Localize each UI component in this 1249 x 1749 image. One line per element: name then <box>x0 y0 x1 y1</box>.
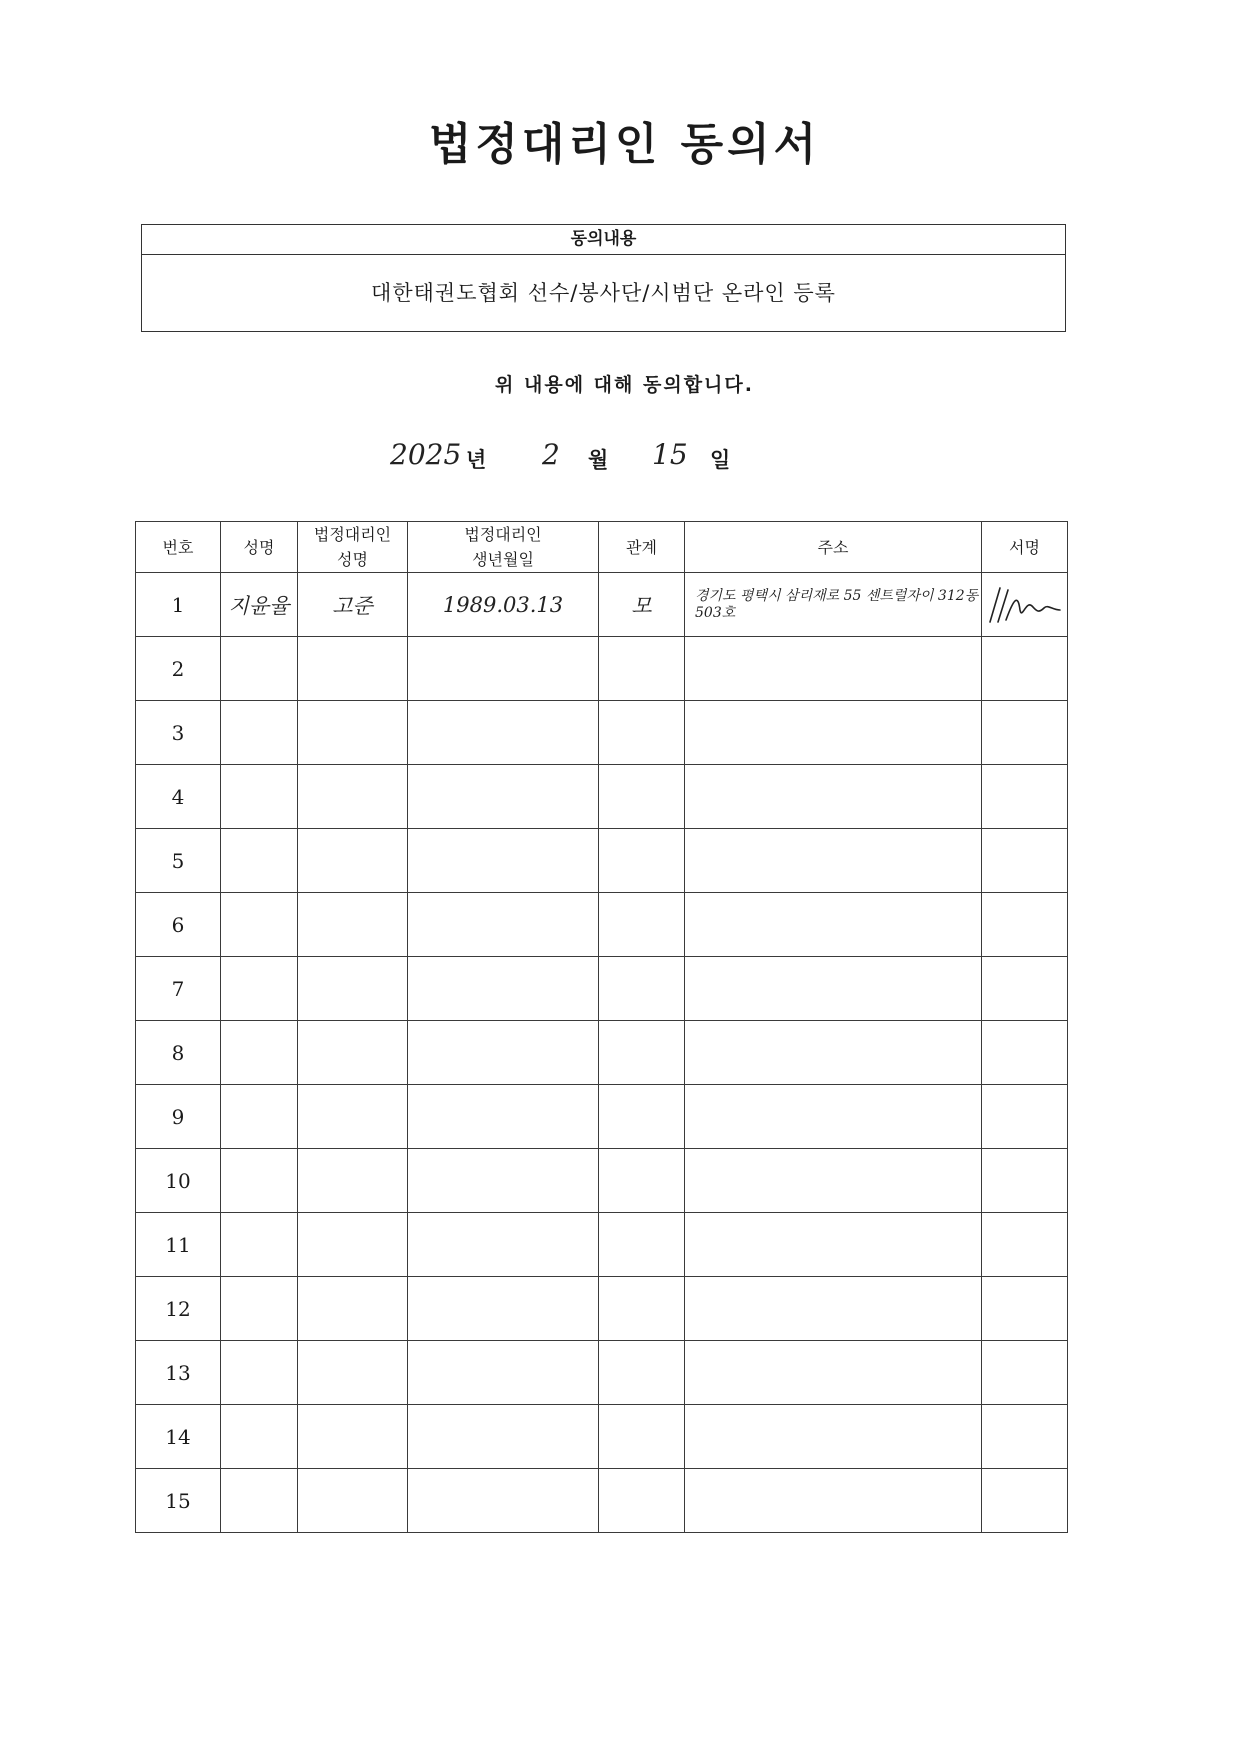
guardian-birthdate <box>408 637 599 701</box>
header-guardian-name-line1: 법정대리인 <box>313 525 392 544</box>
table-row <box>136 829 1068 893</box>
row-number: 4 <box>136 765 221 829</box>
student-name <box>221 765 298 829</box>
guardian-name <box>298 765 408 829</box>
guardian-birthdate <box>408 1021 599 1085</box>
guardian-name <box>298 701 408 765</box>
address <box>685 637 982 701</box>
address <box>685 893 982 957</box>
handwritten-signature <box>984 580 1066 630</box>
table-row <box>136 765 1068 829</box>
agreement-statement: 위 내용에 대해 동의합니다. <box>495 374 754 396</box>
address <box>685 1341 982 1405</box>
guardian-name <box>298 637 408 701</box>
address <box>685 957 982 1021</box>
table-row <box>136 1149 1068 1213</box>
address <box>685 1021 982 1085</box>
table-row <box>136 1277 1068 1341</box>
guardian-birthdate: 1989.03.13 <box>408 573 599 637</box>
student-name <box>221 637 298 701</box>
student-name <box>221 1341 298 1405</box>
address <box>685 1085 982 1149</box>
relation <box>599 1469 685 1533</box>
guardian-name <box>298 1085 408 1149</box>
table-row <box>136 1213 1068 1277</box>
guardian-name <box>298 1149 408 1213</box>
signature <box>982 765 1068 829</box>
address: 경기도 평택시 삼리재로 55 센트럴자이 312동 503호 <box>685 573 982 637</box>
guardian-name <box>298 829 408 893</box>
signature <box>982 957 1068 1021</box>
student-name <box>221 701 298 765</box>
guardian-birthdate <box>408 1213 599 1277</box>
date-line <box>390 438 850 482</box>
consent-content-box <box>141 224 1066 332</box>
guardian-birthdate <box>408 829 599 893</box>
signature <box>982 1085 1068 1149</box>
row-number: 7 <box>136 957 221 1021</box>
signature <box>982 1469 1068 1533</box>
student-name: 지윤율 <box>221 573 298 637</box>
guardian-birthdate <box>408 893 599 957</box>
guardian-birthdate <box>408 1341 599 1405</box>
row-number: 12 <box>136 1277 221 1341</box>
address <box>685 1213 982 1277</box>
student-name <box>221 957 298 1021</box>
row-number: 5 <box>136 829 221 893</box>
guardian-name <box>298 893 408 957</box>
guardian-birthdate <box>408 1469 599 1533</box>
address <box>685 1149 982 1213</box>
address <box>685 765 982 829</box>
guardian-name <box>298 1469 408 1533</box>
signature <box>982 701 1068 765</box>
date-month-unit: 월 <box>588 448 609 472</box>
consent-header: 동의내용 <box>142 225 1065 255</box>
relation <box>599 1341 685 1405</box>
header-signature: 서명 <box>982 522 1068 573</box>
date-month: 2 <box>542 438 560 471</box>
header-guardian-name-line2: 성명 <box>337 550 368 569</box>
signature <box>982 1021 1068 1085</box>
relation <box>599 1405 685 1469</box>
guardian-birthdate <box>408 1085 599 1149</box>
row-number: 13 <box>136 1341 221 1405</box>
header-guardian-birth <box>408 522 599 573</box>
student-name <box>221 1469 298 1533</box>
relation <box>599 637 685 701</box>
relation <box>599 829 685 893</box>
row-number: 9 <box>136 1085 221 1149</box>
row-number: 14 <box>136 1405 221 1469</box>
header-relation: 관계 <box>599 522 685 573</box>
signature <box>982 829 1068 893</box>
row-number: 10 <box>136 1149 221 1213</box>
document-title: 법정대리인 동의서 <box>428 119 821 170</box>
relation <box>599 957 685 1021</box>
consent-content: 대한태권도협회 선수/봉사단/시범단 온라인 등록 <box>371 281 836 305</box>
row-number: 1 <box>136 573 221 637</box>
header-guardian-name <box>298 522 408 573</box>
row-number: 3 <box>136 701 221 765</box>
relation <box>599 701 685 765</box>
student-name <box>221 829 298 893</box>
table-row <box>136 573 1068 637</box>
relation <box>599 1021 685 1085</box>
student-name <box>221 1277 298 1341</box>
row-number: 2 <box>136 637 221 701</box>
relation <box>599 893 685 957</box>
relation <box>599 1277 685 1341</box>
table-row <box>136 1021 1068 1085</box>
relation: 모 <box>599 573 685 637</box>
table-row <box>136 1405 1068 1469</box>
relation <box>599 1213 685 1277</box>
guardian-birthdate <box>408 1405 599 1469</box>
signature <box>982 1149 1068 1213</box>
address <box>685 1277 982 1341</box>
row-number: 15 <box>136 1469 221 1533</box>
table-row <box>136 1085 1068 1149</box>
guardian-name <box>298 1213 408 1277</box>
guardian-name <box>298 1021 408 1085</box>
address <box>685 829 982 893</box>
student-name <box>221 1213 298 1277</box>
student-name <box>221 1149 298 1213</box>
student-name <box>221 1085 298 1149</box>
row-number: 6 <box>136 893 221 957</box>
relation <box>599 765 685 829</box>
table-header-row <box>136 522 1068 573</box>
header-name: 성명 <box>221 522 298 573</box>
table-row <box>136 637 1068 701</box>
date-year-unit: 년 <box>466 448 487 472</box>
signature <box>982 573 1068 637</box>
guardian-birthdate <box>408 1149 599 1213</box>
guardian-name <box>298 1341 408 1405</box>
row-number: 8 <box>136 1021 221 1085</box>
address <box>685 1469 982 1533</box>
signature <box>982 1405 1068 1469</box>
relation <box>599 1085 685 1149</box>
signature <box>982 1277 1068 1341</box>
header-number: 번호 <box>136 522 221 573</box>
relation <box>599 1149 685 1213</box>
signature <box>982 1213 1068 1277</box>
table-row <box>136 701 1068 765</box>
guardian-birthdate <box>408 1277 599 1341</box>
signature <box>982 1341 1068 1405</box>
address <box>685 701 982 765</box>
student-name <box>221 893 298 957</box>
student-name <box>221 1405 298 1469</box>
date-year: 2025 <box>390 438 462 471</box>
guardian-name <box>298 1405 408 1469</box>
signature <box>982 893 1068 957</box>
guardian-name: 고준 <box>298 573 408 637</box>
table-row <box>136 1341 1068 1405</box>
row-number: 11 <box>136 1213 221 1277</box>
header-guardian-birth-line1: 법정대리인 <box>464 525 542 544</box>
table-row <box>136 957 1068 1021</box>
guardian-birthdate <box>408 765 599 829</box>
student-name <box>221 1021 298 1085</box>
date-day-unit: 일 <box>710 448 731 472</box>
guardian-name <box>298 957 408 1021</box>
guardian-roster-table <box>135 521 1068 1533</box>
header-guardian-birth-line2: 생년월일 <box>472 550 534 569</box>
address <box>685 1405 982 1469</box>
guardian-birthdate <box>408 701 599 765</box>
guardian-name <box>298 1277 408 1341</box>
guardian-birthdate <box>408 957 599 1021</box>
date-day: 15 <box>652 438 688 471</box>
header-address: 주소 <box>685 522 982 573</box>
signature <box>982 637 1068 701</box>
table-row <box>136 1469 1068 1533</box>
table-row <box>136 893 1068 957</box>
